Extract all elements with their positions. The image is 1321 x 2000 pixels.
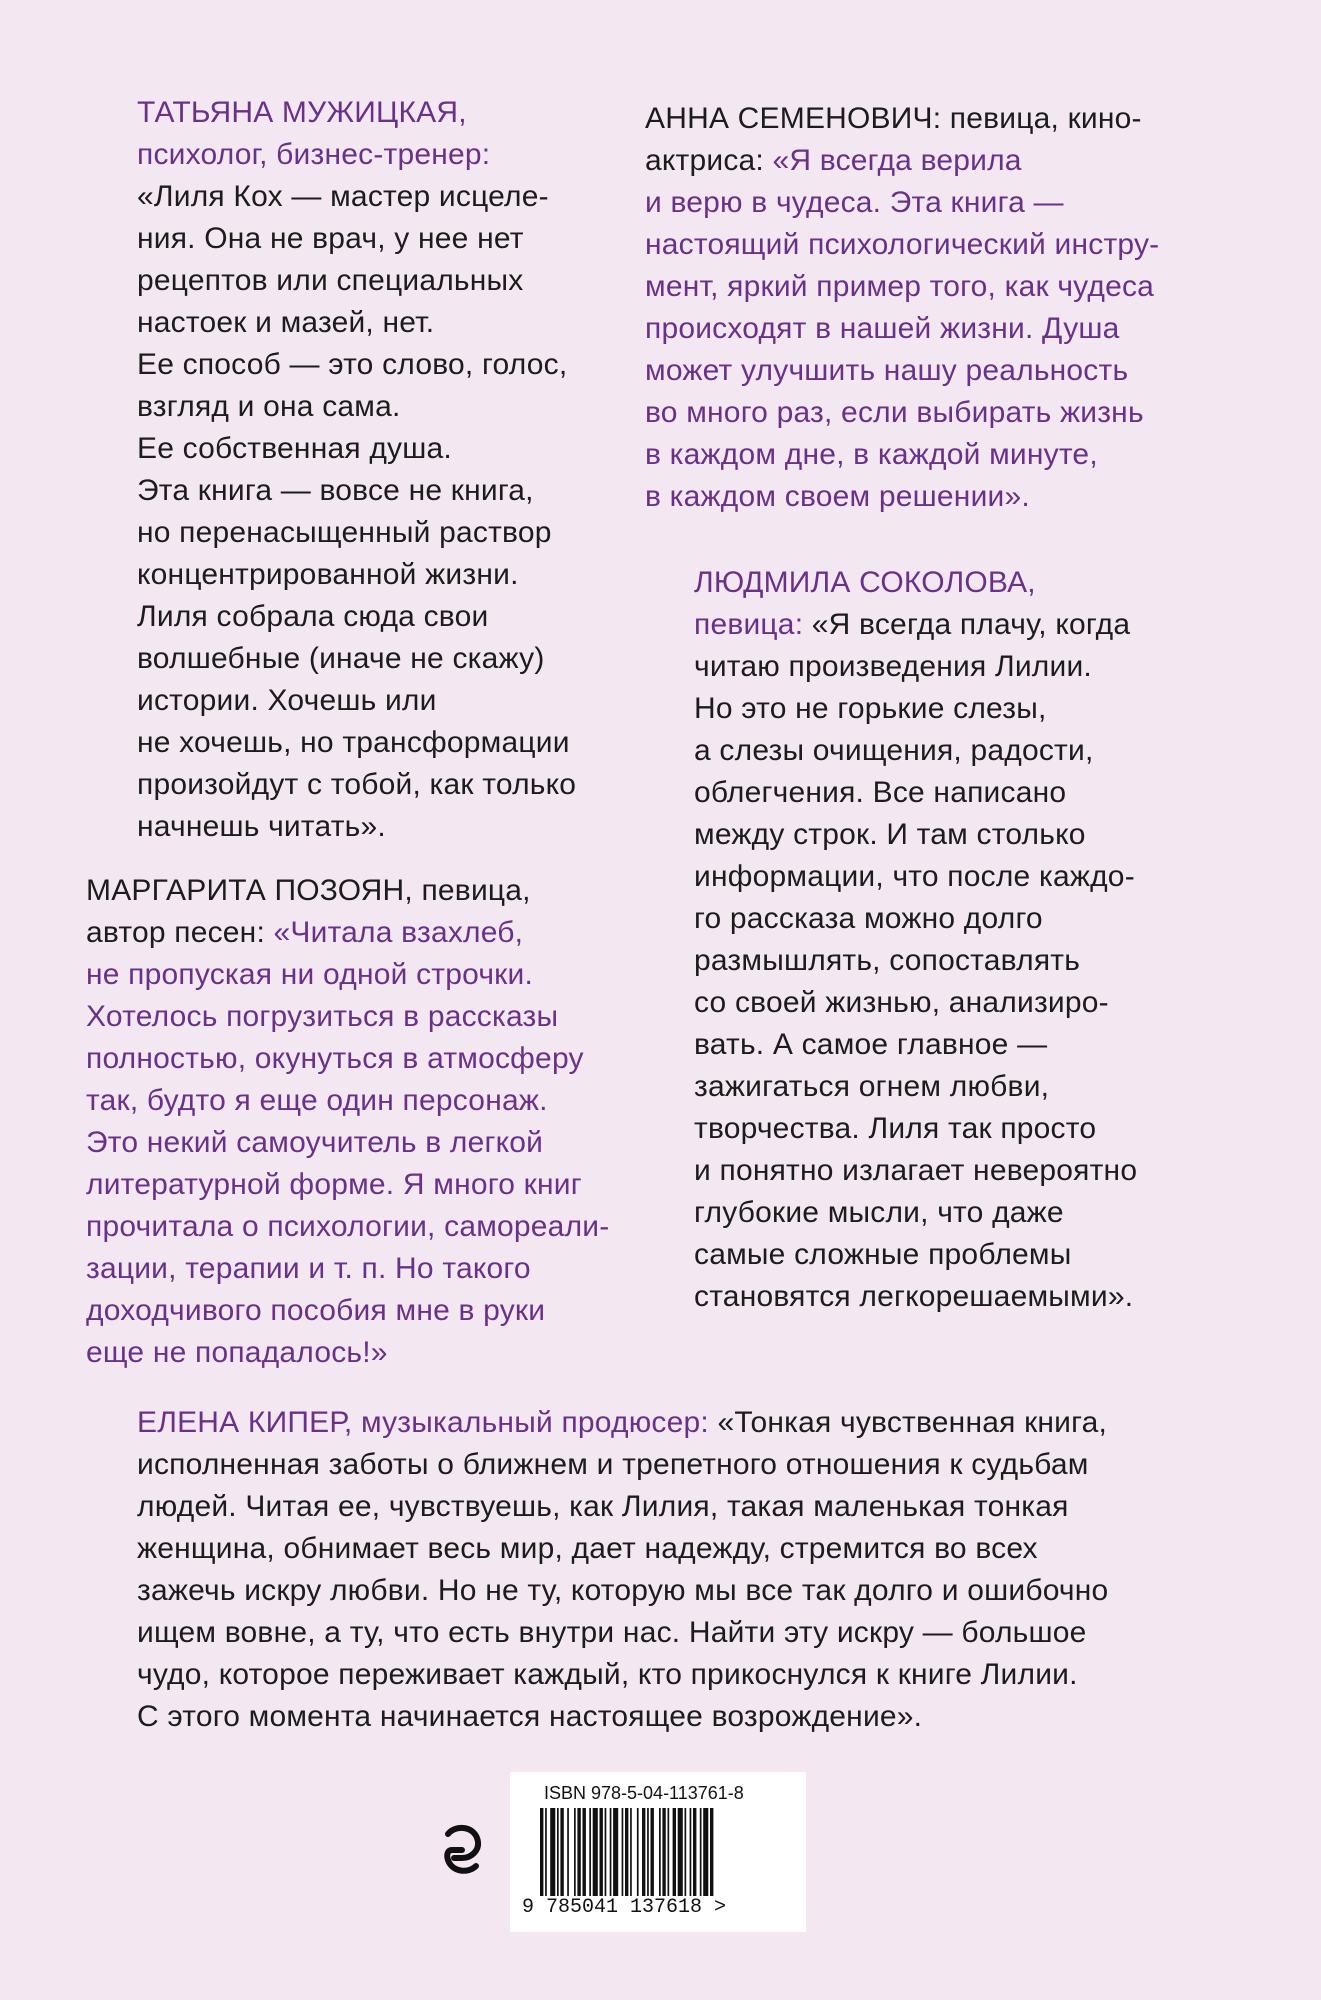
barcode-bar (545, 1808, 547, 1908)
quote-line: но перенасыщенный раствор (137, 516, 552, 549)
reviewer-name: ТАТЬЯНА МУЖИЦКАЯ, (137, 96, 467, 129)
isbn-barcode (510, 1772, 806, 1932)
barcode-bar (703, 1808, 708, 1898)
quote-line: и понятно излагает невероятно (694, 1154, 1138, 1187)
barcode-bar (577, 1808, 580, 1898)
barcode-bar (700, 1808, 702, 1898)
quote-line: «Я всегда плачу, когда (803, 608, 1131, 641)
barcode-bar (651, 1808, 654, 1898)
barcode-bar (668, 1808, 670, 1898)
reviewer-name: ЛЮДМИЛА СОКОЛОВА, (694, 566, 1036, 599)
quote-line: зажечь искру любви. Но не ту, которую мы все так долго и ошибочно (137, 1574, 1109, 1607)
review-tatyana (137, 92, 576, 848)
quote-line: становятся легкорешаемыми». (694, 1280, 1134, 1313)
quote-line: зации, терапии и т. п. Но такого (86, 1252, 531, 1285)
barcode-digits: 9 785041 137618 > (522, 1896, 727, 1919)
review-anna (645, 98, 1159, 518)
quote-line: в каждом дне, в каждой минуте, (645, 438, 1098, 471)
quote-line: произойдут с тобой, как только (137, 768, 577, 801)
quote-line: и верю в чудеса. Эта книга — (645, 186, 1064, 219)
quote-line: С этого момента начинается настоящее возрождение». (137, 1700, 923, 1733)
quote-line: Эта книга — вовсе не книга, (137, 474, 534, 507)
barcode-bar (693, 1808, 696, 1898)
quote-line: литературной форме. Я много книг (86, 1168, 582, 1201)
barcode-bar (642, 1808, 645, 1898)
quote-line: «Лиля Кох — мастер исцеле- (137, 180, 549, 213)
barcode-bar (593, 1808, 598, 1898)
barcode-bar (560, 1808, 563, 1898)
quote-line: Это некий самоучитель в легкой (86, 1126, 544, 1159)
review-lyudmila (694, 562, 1137, 1318)
quote-line: взгляд и она сама. (137, 390, 401, 423)
quote-line: Ее собственная душа. (137, 432, 452, 465)
quote-line: настоек и мазей, нет. (137, 306, 435, 339)
barcode-bar (567, 1808, 569, 1898)
barcode-bar (540, 1808, 543, 1908)
quote-line: людей. Читая ее, чувствуешь, как Лилия, такая маленькая тонкая (137, 1490, 1069, 1523)
quote-line: во много раз, если выбирать жизнь (645, 396, 1144, 429)
quote-line: размышлять, сопоставлять (694, 944, 1081, 977)
quote-line: не пропуская ни одной строчки. (86, 958, 533, 991)
quote-line: еще не попадалось!» (86, 1336, 388, 1369)
quote-line: не хочешь, но трансформации (137, 726, 570, 759)
barcode-bar (647, 1808, 649, 1898)
reviewer-role: психолог, бизнес-тренер: (137, 138, 491, 171)
isbn-label: ISBN 978-5-04-113761-8 (544, 1783, 744, 1803)
quote-line: глубокие мысли, что даже (694, 1196, 1064, 1229)
quote-line: ния. Она не врач, у нее нет (137, 222, 524, 255)
barcode-bar (574, 1808, 576, 1898)
eksmo-logo-icon (440, 1820, 484, 1880)
quote-line: Ее способ — это слово, голос, (137, 348, 568, 381)
quote-line: концентрированной жизни. (137, 558, 519, 591)
review-elena (137, 1402, 1108, 1738)
barcode-bar (600, 1808, 603, 1898)
quote-line: облегчения. Все написано (694, 776, 1067, 809)
quote-line: «Читала взахлеб, (265, 916, 524, 949)
quote-line: женщина, обнимает весь мир, дает надежду, стремится во всех (137, 1532, 1038, 1565)
barcode-bar (610, 1808, 612, 1898)
quote-line: начнешь читать». (137, 810, 386, 843)
barcode-bar (605, 1808, 607, 1898)
quote-line: чудо, которое переживает каждый, кто прикоснулся к книге Лилии. (137, 1658, 1078, 1691)
quote-line: мент, яркий пример того, как чудеса (645, 270, 1155, 303)
barcode-bar (673, 1808, 676, 1898)
quote-line: прочитала о психологии, самореали- (86, 1210, 610, 1243)
barcode-bars (540, 1808, 780, 1908)
quote-line: вать. А самое главное — (694, 1028, 1048, 1061)
quote-line: рецептов или специальных (137, 264, 524, 297)
quote-line: волшебные (иначе не скажу) (137, 642, 545, 675)
reviewer-name: МАРГАРИТА ПОЗОЯН, (86, 874, 413, 907)
barcode-bar (557, 1808, 559, 1898)
quote-line: самые сложные проблемы (694, 1238, 1072, 1271)
barcode-bar (613, 1808, 618, 1898)
quote-line: Но это не горькие слезы, (694, 692, 1047, 725)
reviewer-name: АННА СЕМЕНОВИЧ: (645, 102, 942, 135)
quote-line: происходят в нашей жизни. Душа (645, 312, 1120, 345)
quote-line: полностью, окунуться в атмосферу (86, 1042, 584, 1075)
quote-line: читаю произведения Лилии. (694, 650, 1092, 683)
quote-line: а слезы очищения, радости, (694, 734, 1094, 767)
quote-line: так, будто я еще один персонаж. (86, 1084, 548, 1117)
reviewer-role: автор песен: (86, 916, 265, 949)
quote-line: истории. Хочешь или (137, 684, 437, 717)
barcode-bar (659, 1808, 661, 1898)
quote-line: ищем вовне, а ту, что есть внутри нас. Найти эту искру — большое (137, 1616, 1087, 1649)
quote-line: го рассказа можно долго (694, 902, 1043, 935)
barcode-bar (710, 1808, 713, 1908)
barcode-bar (583, 1808, 586, 1898)
quote-line: доходчивого пособия мне в руки (86, 1294, 546, 1327)
quote-line: Лиля собрала сюда свои (137, 600, 489, 633)
quote-line: «Тонкая чувственная книга, (708, 1406, 1108, 1439)
quote-line: со своей жизнью, анализиро- (694, 986, 1109, 1019)
barcode-bar (690, 1808, 692, 1898)
reviewer-role: певица: (694, 608, 804, 641)
barcode-bar (678, 1808, 683, 1898)
reviewer-role: музыкальный продюсер: (352, 1406, 709, 1439)
barcode-bar (625, 1808, 628, 1908)
quote-line: зажигаться огнем любви, (694, 1070, 1050, 1103)
review-margarita (86, 870, 609, 1374)
barcode-bar (589, 1808, 591, 1898)
quote-line: Хотелось погрузиться в рассказы (86, 1000, 559, 1033)
reviewer-role: певица, кино- (941, 102, 1142, 135)
barcode-bar (630, 1808, 632, 1898)
quote-line: настоящий психологический инстру- (645, 228, 1160, 261)
quote-line: в каждом своем решении». (645, 480, 1030, 513)
quote-line: исполненная заботы о ближнем и трепетного отношения к судьбам (137, 1448, 1089, 1481)
quote-line: может улучшить нашу реальность (645, 354, 1129, 387)
reviewer-name: ЕЛЕНА КИПЕР, (137, 1406, 353, 1439)
reviewer-role: актриса: (645, 144, 764, 177)
quote-line: «Я всегда верила (763, 144, 1022, 177)
barcode-bar (685, 1808, 687, 1898)
barcode-bar (550, 1808, 555, 1898)
barcode-bar (662, 1808, 665, 1898)
quote-line: информации, что после каждо- (694, 860, 1135, 893)
barcode-bar (637, 1808, 639, 1898)
quote-line: между строк. И там столько (694, 818, 1086, 851)
barcode-bar (622, 1808, 624, 1898)
reviewer-role: певица, (412, 874, 531, 907)
quote-line: творчества. Лиля так просто (694, 1112, 1097, 1145)
